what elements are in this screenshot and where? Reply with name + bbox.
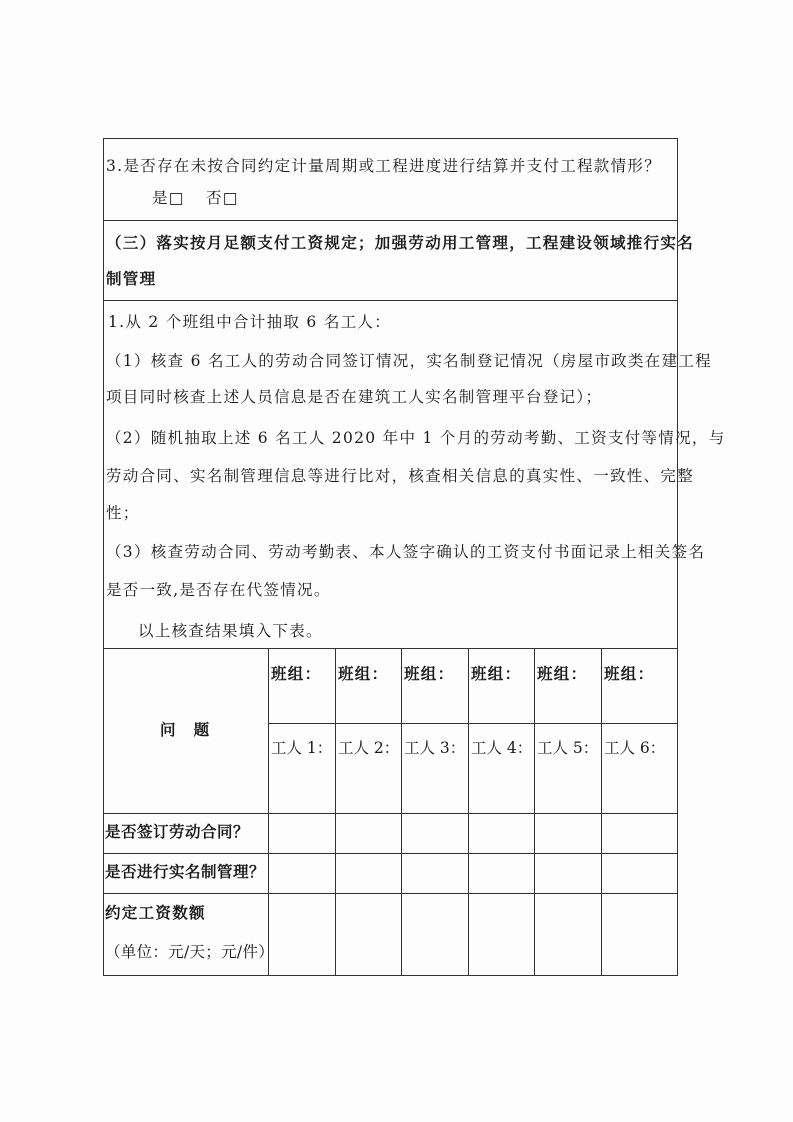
item-1-1-cont: 项目同时核查上述人员信息是否在建筑工人实名制管理平台登记）； [106, 388, 603, 406]
row-line [103, 813, 678, 814]
item-1-3: （3）核查劳动合同、劳动考勤表、本人签字确认的工资支付书面记录上相关签名 [106, 543, 706, 561]
table-instruction: 以上核查结果填入下表。 [138, 622, 323, 640]
row-line [103, 853, 678, 854]
col-line [401, 648, 402, 975]
item-1: 1.从 2 个班组中合计抽取 6 名工人： [108, 313, 392, 331]
row-label-wage-unit: （单位：元/天；元/件） [105, 943, 275, 961]
col-line [601, 648, 602, 975]
item-1-2-cont: 性； [106, 504, 140, 522]
item-1-1: （1）核查 6 名工人的劳动合同签订情况，实名制登记情况（房屋市政类在建工程 [106, 352, 712, 370]
worker-label: 工人 6： [604, 739, 666, 757]
group-label: 班组： [338, 664, 389, 683]
col-line [534, 648, 535, 975]
frame-top [103, 138, 678, 139]
worker-label: 工人 1： [271, 739, 333, 757]
group-label: 班组： [471, 664, 522, 683]
row-label-contract: 是否签订劳动合同？ [105, 822, 250, 841]
col-line [335, 648, 336, 975]
group-label: 班组： [604, 664, 655, 683]
divider [103, 220, 678, 221]
question-header: 问 题 [160, 720, 211, 739]
item-1-3-cont: 是否一致,是否存在代签情况。 [106, 581, 331, 599]
worker-label: 工人 3： [404, 739, 466, 757]
divider [103, 300, 678, 301]
col-line [268, 648, 269, 975]
frame-left [103, 138, 104, 976]
section-heading-cont: 制管理 [106, 269, 157, 288]
row-label-realname: 是否进行实名制管理？ [105, 862, 266, 881]
row-line [268, 723, 678, 724]
worker-label: 工人 4： [471, 739, 533, 757]
row-line [103, 893, 678, 894]
question-3: 3.是否存在未按合同约定计量周期或工程进度进行结算并支付工程款情形？ [106, 157, 661, 175]
worker-label: 工人 2： [338, 739, 400, 757]
checkbox-no[interactable]: 否□ [206, 189, 239, 207]
table-bottom [103, 975, 678, 976]
section-heading: （三）落实按月足额支付工资规定；加强劳动用工管理，工程建设领域推行实名 [106, 233, 695, 252]
worker-label: 工人 5： [537, 739, 599, 757]
item-1-2-cont: 劳动合同、实名制管理信息等进行比对，核查相关信息的真实性、一致性、完整 [106, 467, 695, 485]
item-1-2: （2）随机抽取上述 6 名工人 2020 年中 1 个月的劳动考勤、工资支付等情况，与 [106, 429, 726, 447]
row-label-wage: 约定工资数额 [105, 903, 206, 922]
group-label: 班组： [537, 664, 588, 683]
checkbox-yes[interactable]: 是□ [152, 189, 185, 207]
group-label: 班组： [271, 664, 322, 683]
table-top [103, 648, 678, 649]
col-line [468, 648, 469, 975]
group-label: 班组： [404, 664, 455, 683]
